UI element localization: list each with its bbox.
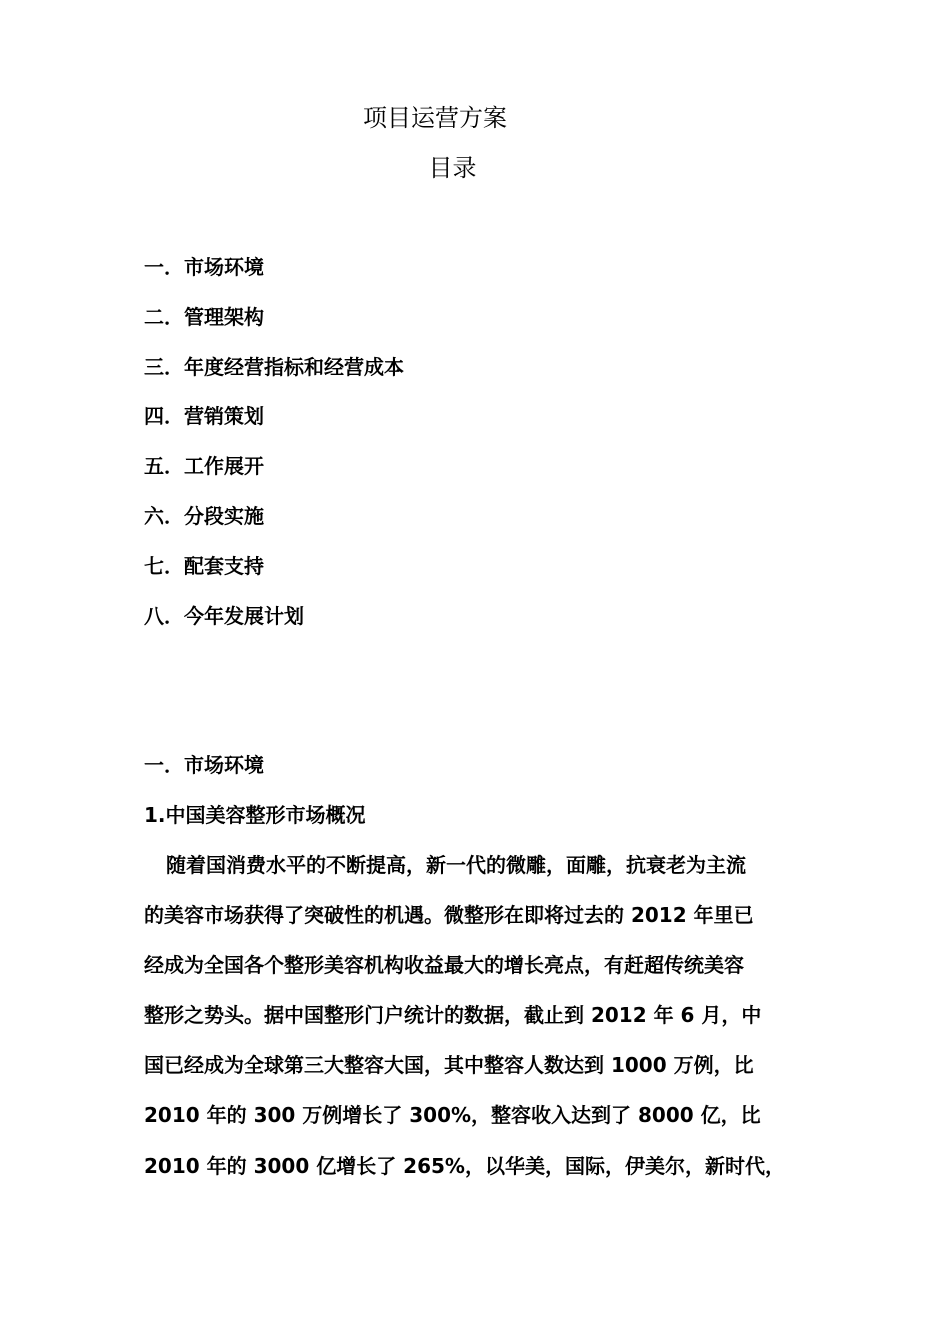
- sub-heading: 1.中国美容整形市场概况: [144, 803, 366, 827]
- paragraph-line: 2010 年的 300 万例增长了 300%，整容收入达到了 8000 亿，比: [144, 1103, 761, 1128]
- toc-item: 六．分段实施: [144, 503, 264, 528]
- paragraph-line: 经成为全国各个整形美容机构收益最大的增长亮点，有赶超传统美容: [144, 953, 744, 978]
- paragraph-line: 2010 年的 3000 亿增长了 265%，以华美，国际，伊美尔，新时代，: [144, 1153, 785, 1178]
- paragraph-line: 的美容市场获得了突破性的机遇。微整形在即将过去的 2012 年里已: [144, 903, 754, 928]
- toc-item: 二．管理架构: [144, 304, 264, 329]
- toc-item: 四．营销策划: [144, 404, 264, 429]
- document-title: 项目运营方案: [363, 104, 507, 132]
- toc-title: 目录: [428, 154, 477, 182]
- toc-item: 一．市场环境: [144, 255, 264, 279]
- body-paragraph: [144, 848, 824, 1199]
- table-of-contents: [144, 250, 404, 648]
- toc-item: 三．年度经营指标和经营成本: [144, 354, 404, 379]
- section-heading: 一．市场环境: [144, 753, 264, 777]
- paragraph-line: 整形之势头。据中国整形门户统计的数据，截止到 2012 年 6 月，中: [144, 1003, 762, 1028]
- toc-item: 八．今年发展计划: [144, 603, 304, 628]
- paragraph-line: 随着国消费水平的不断提高，新一代的微雕，面雕，抗衰老为主流: [166, 853, 746, 877]
- toc-item: 七．配套支持: [144, 553, 264, 578]
- toc-item: 五．工作展开: [144, 454, 264, 479]
- paragraph-line: 国已经成为全球第三大整容大国，其中整容人数达到 1000 万例，比: [144, 1053, 754, 1078]
